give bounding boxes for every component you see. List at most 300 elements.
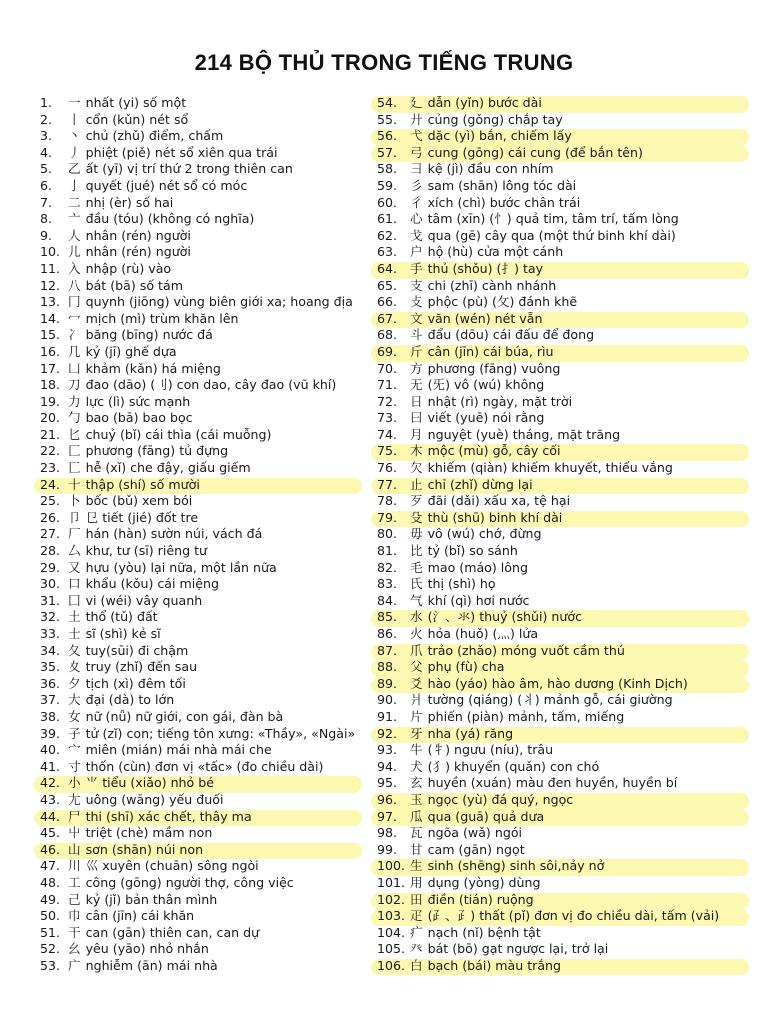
radical-character: 手 <box>410 260 423 276</box>
radical-description: xích (chì) bước chân trái <box>427 194 581 210</box>
radical-entry <box>377 460 757 477</box>
radical-entry <box>377 311 757 328</box>
entry-number: 101. <box>377 874 406 890</box>
radical-description: trảo (zhǎo) móng vuốt cầm thú <box>427 642 625 658</box>
entry-number: 56. <box>377 128 398 144</box>
radical-character: 冖 <box>68 310 81 326</box>
radical-character: 匕 <box>68 426 81 442</box>
radical-entry <box>377 742 757 759</box>
radical-description: bốc (bǔ) xem bói <box>85 493 193 509</box>
radical-entry <box>40 593 370 610</box>
radical-character: 厶 <box>68 543 81 559</box>
entry-number: 93. <box>377 742 398 758</box>
radical-character: 尸 <box>68 808 81 824</box>
entry-number: 83. <box>377 576 398 592</box>
entry-number: 53. <box>40 957 61 973</box>
radical-character: 夕 <box>68 675 81 691</box>
radical-description: khí (qì) hơi nước <box>427 592 530 608</box>
entry-number: 76. <box>377 460 398 476</box>
radical-entry <box>377 593 757 610</box>
radical-entry <box>377 493 757 510</box>
radical-entry <box>377 659 757 676</box>
radical-description: tâm (xīn) (忄) quả tim, tâm trí, tấm lòng <box>427 211 679 227</box>
radical-entry <box>40 858 370 875</box>
radical-character: 比 <box>410 543 423 559</box>
radical-character: 田 <box>410 891 423 907</box>
radical-character: 宀 <box>68 742 81 758</box>
radical-description: đao (dāo) (刂) con dao, cây đao (vũ khí) <box>85 377 337 393</box>
radical-description: qua (gē) cây qua (một thứ binh khí dài) <box>427 227 676 243</box>
radical-character: 斤 <box>410 343 423 359</box>
radical-character: 丨 <box>68 111 81 127</box>
radical-description: (旡) vô (wú) không <box>427 377 545 393</box>
radical-character: 止 <box>410 476 423 492</box>
radical-description: tỷ (bǐ) so sánh <box>427 543 518 559</box>
entry-number: 17. <box>40 360 61 376</box>
radical-character: 殳 <box>410 509 423 525</box>
radical-description: uông (wāng) yếu đuối <box>85 791 224 807</box>
radical-character: 甘 <box>410 841 423 857</box>
entry-number: 22. <box>40 443 61 459</box>
entry-number: 78. <box>377 493 398 509</box>
entry-number: 85. <box>377 609 398 625</box>
radical-character: 玄 <box>410 775 423 791</box>
radical-character: 匚 <box>68 443 81 459</box>
radical-entry <box>377 195 757 212</box>
radical-entry <box>377 261 757 278</box>
entry-number: 106. <box>377 957 406 973</box>
radical-description: sơn (shān) núi non <box>85 841 204 857</box>
radical-character: 毋 <box>410 526 423 542</box>
entry-number: 25. <box>40 493 61 509</box>
entry-number: 27. <box>40 526 61 542</box>
radical-entry <box>40 958 370 975</box>
radical-description: nghiễm (ān) mái nhà <box>85 957 218 973</box>
entry-number: 105. <box>377 941 406 957</box>
radical-character: 己 <box>68 891 81 907</box>
radical-description: nha (yá) răng <box>427 725 514 741</box>
radical-entry <box>377 842 757 859</box>
radical-character: 亅 <box>68 177 81 193</box>
entry-number: 36. <box>40 675 61 691</box>
radical-entry <box>40 792 370 809</box>
radical-description: mao (máo) lông <box>427 559 528 575</box>
radical-character: 人 <box>68 227 81 243</box>
radical-description: hán (hàn) sườn núi, vách đá <box>85 526 263 542</box>
entry-number: 35. <box>40 659 61 675</box>
entry-number: 55. <box>377 111 398 127</box>
radical-entry <box>377 112 757 129</box>
radical-character: 彡 <box>410 177 423 193</box>
radical-entry <box>40 161 370 178</box>
radical-description: yêu (yāo) nhỏ nhắn <box>85 941 209 957</box>
radical-entry <box>40 344 370 361</box>
entry-number: 3. <box>40 128 53 144</box>
entry-number: 84. <box>377 592 398 608</box>
radical-character: 牛 <box>410 742 423 758</box>
entry-number: 80. <box>377 526 398 542</box>
radical-character: 勹 <box>68 410 81 426</box>
radical-description: phương (fāng) vuông <box>427 360 561 376</box>
radical-character: 水 <box>410 609 423 625</box>
radical-entry <box>40 211 370 228</box>
radical-entry <box>40 626 370 643</box>
entry-number: 43. <box>40 791 61 807</box>
radical-character: 干 <box>68 924 81 940</box>
radical-character: 夂 <box>68 642 81 658</box>
radical-character: 彳 <box>410 194 423 210</box>
radical-character: 几 <box>68 343 81 359</box>
radical-character: 囗 <box>68 592 81 608</box>
entry-number: 42. <box>40 775 61 791</box>
radical-description: phụ (fù) cha <box>427 659 505 675</box>
radical-description: 㔾 tiết (jié) đốt tre <box>85 509 199 525</box>
radical-entry <box>377 244 757 261</box>
radical-entry <box>40 742 370 759</box>
entry-number: 71. <box>377 377 398 393</box>
radical-description: đẩu (dōu) cái đấu để đong <box>427 327 595 343</box>
radical-description: tịch (xì) đêm tối <box>85 675 186 691</box>
entry-number: 11. <box>40 260 61 276</box>
entry-number: 15. <box>40 327 61 343</box>
radical-character: 爻 <box>410 675 423 691</box>
radical-description: (⺪、⺪) thất (pǐ) đơn vị đo chiều dài, tấm (vải) <box>427 908 720 924</box>
radical-character: 一 <box>68 95 81 110</box>
radical-entry <box>40 925 370 942</box>
radical-character: 屮 <box>68 825 81 841</box>
radical-entry <box>377 892 757 909</box>
radical-entry <box>377 377 757 394</box>
radical-character: 方 <box>410 360 423 376</box>
radical-description: thập (shí) số mười <box>85 476 200 492</box>
radical-entry <box>377 941 757 958</box>
radical-description: đầu (tóu) (không có nghĩa) <box>85 211 255 227</box>
radical-entry <box>377 643 757 660</box>
radical-entry <box>40 410 370 427</box>
entry-number: 70. <box>377 360 398 376</box>
entry-number: 102. <box>377 891 406 907</box>
radical-character: 小 <box>68 775 81 791</box>
radical-entry <box>377 792 757 809</box>
radical-character: 力 <box>68 393 81 409</box>
entry-number: 59. <box>377 177 398 193</box>
entry-number: 63. <box>377 244 398 260</box>
radical-description: cam (gān) ngọt <box>427 841 525 857</box>
radical-character: 刀 <box>68 377 81 393</box>
radical-entry <box>377 477 757 494</box>
entry-number: 7. <box>40 194 53 210</box>
radical-character: 攴 <box>410 294 423 310</box>
radical-entry <box>377 576 757 593</box>
radical-description: ngọc (yù) đá quý, ngọc <box>427 791 574 807</box>
entry-number: 6. <box>40 177 53 193</box>
entry-number: 88. <box>377 659 398 675</box>
radical-character: 戈 <box>410 227 423 243</box>
radical-entry <box>377 278 757 295</box>
radical-entry <box>377 128 757 145</box>
radical-description: dụng (yòng) dùng <box>427 874 541 890</box>
radical-character: 玉 <box>410 791 423 807</box>
entry-number: 61. <box>377 211 398 227</box>
radical-description: huyền (xuán) màu đen huyền, huyền bí <box>427 775 678 791</box>
entry-number: 30. <box>40 576 61 592</box>
radical-character: 廴 <box>410 95 423 110</box>
radical-character: 犬 <box>410 758 423 774</box>
radical-entry <box>40 95 370 112</box>
radical-entry <box>40 443 370 460</box>
radical-character: 山 <box>68 841 81 857</box>
radical-entry <box>40 145 370 162</box>
radical-entry <box>40 676 370 693</box>
entry-number: 10. <box>40 244 61 260</box>
radical-character: 乙 <box>68 161 81 177</box>
radical-character: 白 <box>410 957 423 973</box>
entry-number: 44. <box>40 808 61 824</box>
radical-character: 歹 <box>410 493 423 509</box>
entry-number: 41. <box>40 758 61 774</box>
radical-entry <box>377 726 757 743</box>
radical-description: mịch (mì) trùm khăn lên <box>85 310 239 326</box>
radical-description: dẫn (yǐn) bước dài <box>427 95 542 110</box>
radical-entry <box>377 443 757 460</box>
radical-entry <box>377 676 757 693</box>
radical-description: hựu (yòu) lại nữa, một lần nữa <box>85 559 277 575</box>
radical-character: 弓 <box>410 144 423 160</box>
radical-description: vô (wú) chớ, đừng <box>427 526 542 542</box>
radical-description: chỉ (zhǐ) dừng lại <box>427 476 533 492</box>
radical-description: thổ (tǔ) đất <box>85 609 158 625</box>
radical-description: sinh (shēng) sinh sôi,nảy nở <box>427 858 605 874</box>
entry-number: 74. <box>377 426 398 442</box>
radical-entry <box>377 825 757 842</box>
entry-number: 38. <box>40 708 61 724</box>
radical-entry <box>40 809 370 826</box>
entry-number: 50. <box>40 908 61 924</box>
radical-entry <box>377 809 757 826</box>
radical-character: 凵 <box>68 360 81 376</box>
radical-character: 八 <box>68 277 81 293</box>
radical-entry <box>40 427 370 444</box>
radical-entry <box>40 278 370 295</box>
radical-entry <box>377 510 757 527</box>
entry-number: 81. <box>377 543 398 559</box>
radical-description: phương (fāng) tủ đựng <box>85 443 229 459</box>
radical-description: nhật (rì) ngày, mặt trời <box>427 393 573 409</box>
radical-description: nhập (rù) vào <box>85 260 172 276</box>
entry-number: 73. <box>377 410 398 426</box>
radical-character: 工 <box>68 874 81 890</box>
entry-number: 66. <box>377 294 398 310</box>
entry-number: 26. <box>40 509 61 525</box>
radical-character: 文 <box>410 310 423 326</box>
radical-character: 入 <box>68 260 81 276</box>
radical-entry <box>40 526 370 543</box>
radical-character: 厂 <box>68 526 81 542</box>
radical-description: quyết (jué) nét sổ có móc <box>85 177 248 193</box>
radical-character: 欠 <box>410 460 423 476</box>
entry-number: 62. <box>377 227 398 243</box>
radical-entry <box>40 908 370 925</box>
radical-character: 爿 <box>410 692 423 708</box>
entry-number: 91. <box>377 708 398 724</box>
radical-character: 瓦 <box>410 825 423 841</box>
radical-description: quynh (jiōng) vùng biên giới xa; hoang địa <box>85 294 353 310</box>
radical-description: truy (zhǐ) đến sau <box>85 659 198 675</box>
radical-description: triệt (chè) mầm non <box>85 825 213 841</box>
radical-entry <box>377 560 757 577</box>
radical-character: 亠 <box>68 211 81 227</box>
radical-entry <box>40 560 370 577</box>
radical-entry <box>40 377 370 394</box>
radical-character: 士 <box>68 626 81 641</box>
radical-description: khư, tư (sī) riêng tư <box>85 543 207 559</box>
radical-character: 瓜 <box>410 808 423 824</box>
entry-number: 87. <box>377 642 398 658</box>
radical-character: 月 <box>410 426 423 442</box>
radical-entry <box>377 759 757 776</box>
radical-character: 丶 <box>68 128 81 144</box>
radical-description: bao (bā) bao bọc <box>85 410 193 426</box>
radical-description: điền (tián) ruộng <box>427 891 534 907</box>
entry-number: 48. <box>40 874 61 890</box>
entry-number: 75. <box>377 443 398 459</box>
radical-entry <box>40 228 370 245</box>
radical-entry <box>40 311 370 328</box>
radical-entry <box>40 875 370 892</box>
radical-character: 夊 <box>68 659 81 675</box>
entry-number: 65. <box>377 277 398 293</box>
entry-number: 68. <box>377 327 398 343</box>
radical-description: viết (yuē) nói rằng <box>427 410 545 426</box>
radical-description: chi (zhī) cành nhánh <box>427 277 557 293</box>
entry-number: 90. <box>377 692 398 708</box>
radical-entry <box>377 543 757 560</box>
radical-description: thốn (cùn) đơn vị «tấc» (đo chiều dài) <box>85 758 324 774</box>
radical-entry <box>377 178 757 195</box>
radical-entry <box>377 908 757 925</box>
radical-entry <box>40 659 370 676</box>
radical-character: 巾 <box>68 908 81 924</box>
entry-number: 32. <box>40 609 61 625</box>
entry-number: 79. <box>377 509 398 525</box>
radical-character: 户 <box>410 244 423 260</box>
radical-description: hễ (xǐ) che đậy, giấu giếm <box>85 460 251 476</box>
radical-entry <box>377 526 757 543</box>
radical-character: 生 <box>410 858 423 874</box>
radical-description: (犭) khuyển (quǎn) con chó <box>427 758 600 774</box>
radical-description: sam (shān) lông tóc dài <box>427 177 577 193</box>
radical-description: (牜) ngưu (níu), trâu <box>427 742 554 758</box>
radical-description: phiến (piàn) mảnh, tấm, miếng <box>427 708 625 724</box>
entry-number: 16. <box>40 343 61 359</box>
entry-number: 47. <box>40 858 61 874</box>
radical-character: 疒 <box>410 924 423 940</box>
radical-description: nạch (nǐ) bệnh tật <box>427 924 541 940</box>
radical-entry <box>40 112 370 129</box>
entry-number: 28. <box>40 543 61 559</box>
entry-number: 86. <box>377 626 398 641</box>
radical-entry <box>40 609 370 626</box>
entry-number: 97. <box>377 808 398 824</box>
radical-character: 癶 <box>410 941 423 957</box>
entry-number: 20. <box>40 410 61 426</box>
radical-entry <box>40 327 370 344</box>
radical-character: 子 <box>68 725 81 741</box>
radical-description: vi (wéi) vây quanh <box>85 592 203 608</box>
radical-description: khiếm (qiàn) khiếm khuyết, thiếu vắng <box>427 460 673 476</box>
entry-number: 9. <box>40 227 53 243</box>
radical-description: nhân (rén) người <box>85 244 191 260</box>
radical-description: đãi (dǎi) xấu xa, tệ hại <box>427 493 571 509</box>
entry-number: 21. <box>40 426 61 442</box>
radical-entry <box>40 477 370 494</box>
radical-description: nhân (rén) người <box>85 227 191 243</box>
radical-entry <box>377 875 757 892</box>
radical-description: hỏa (huǒ) (灬) lửa <box>427 626 539 641</box>
entry-number: 39. <box>40 725 61 741</box>
radical-entry <box>377 228 757 245</box>
radical-entry <box>377 692 757 709</box>
entry-number: 67. <box>377 310 398 326</box>
radical-description: thủ (shǒu) (扌) tay <box>427 260 544 276</box>
radical-character: 广 <box>68 957 81 973</box>
radical-description: hào (yáo) hào âm, hào dương (Kinh Dịch) <box>427 675 688 691</box>
entry-number: 77. <box>377 476 398 492</box>
radical-character: 丿 <box>68 144 81 160</box>
radical-description: nhất (yi) số một <box>85 95 187 110</box>
radical-description: sĩ (shì) kẻ sĩ <box>85 626 161 641</box>
radical-character: 彐 <box>410 161 423 177</box>
entry-number: 89. <box>377 675 398 691</box>
radical-description: nữ (nǚ) nữ giới, con gái, đàn bà <box>85 708 284 724</box>
radical-description: tường (qiáng) (丬) mảnh gỗ, cái giường <box>427 692 673 708</box>
radical-character: 斗 <box>410 327 423 343</box>
radical-entry <box>40 294 370 311</box>
entry-number: 58. <box>377 161 398 177</box>
radical-character: 女 <box>68 708 81 724</box>
radical-description: mộc (mù) gỗ, cây cối <box>427 443 561 459</box>
radical-description: bát (bā) số tám <box>85 277 183 293</box>
entry-number: 45. <box>40 825 61 841</box>
radical-description: cổn (kǔn) nét sổ <box>85 111 189 127</box>
radical-description: kệ (jì) đầu con nhím <box>427 161 554 177</box>
radical-character: 曰 <box>410 410 423 426</box>
radical-entry <box>377 609 757 626</box>
radical-entry <box>40 775 370 792</box>
radical-entry <box>40 460 370 477</box>
entry-number: 98. <box>377 825 398 841</box>
radical-description: bát (bō) gạt ngược lại, trở lại <box>427 941 609 957</box>
radical-entry <box>40 941 370 958</box>
radical-character: 木 <box>410 443 423 459</box>
radical-entry <box>40 244 370 261</box>
radical-entry <box>40 825 370 842</box>
radical-character: 儿 <box>68 244 81 260</box>
radical-character: 爪 <box>410 642 423 658</box>
entry-number: 31. <box>40 592 61 608</box>
radical-entry <box>40 493 370 510</box>
entry-number: 46. <box>40 841 61 857</box>
radical-description: văn (wén) nét vẵn <box>427 310 543 326</box>
radical-character: 口 <box>68 576 81 592</box>
radical-description: nhị (èr) số hai <box>85 194 174 210</box>
radical-entry <box>40 195 370 212</box>
entry-number: 100. <box>377 858 406 874</box>
radical-entry <box>377 344 757 361</box>
radical-description: thù (shū) binh khí dài <box>427 509 563 525</box>
radical-entry <box>377 161 757 178</box>
radical-character: 片 <box>410 708 423 724</box>
